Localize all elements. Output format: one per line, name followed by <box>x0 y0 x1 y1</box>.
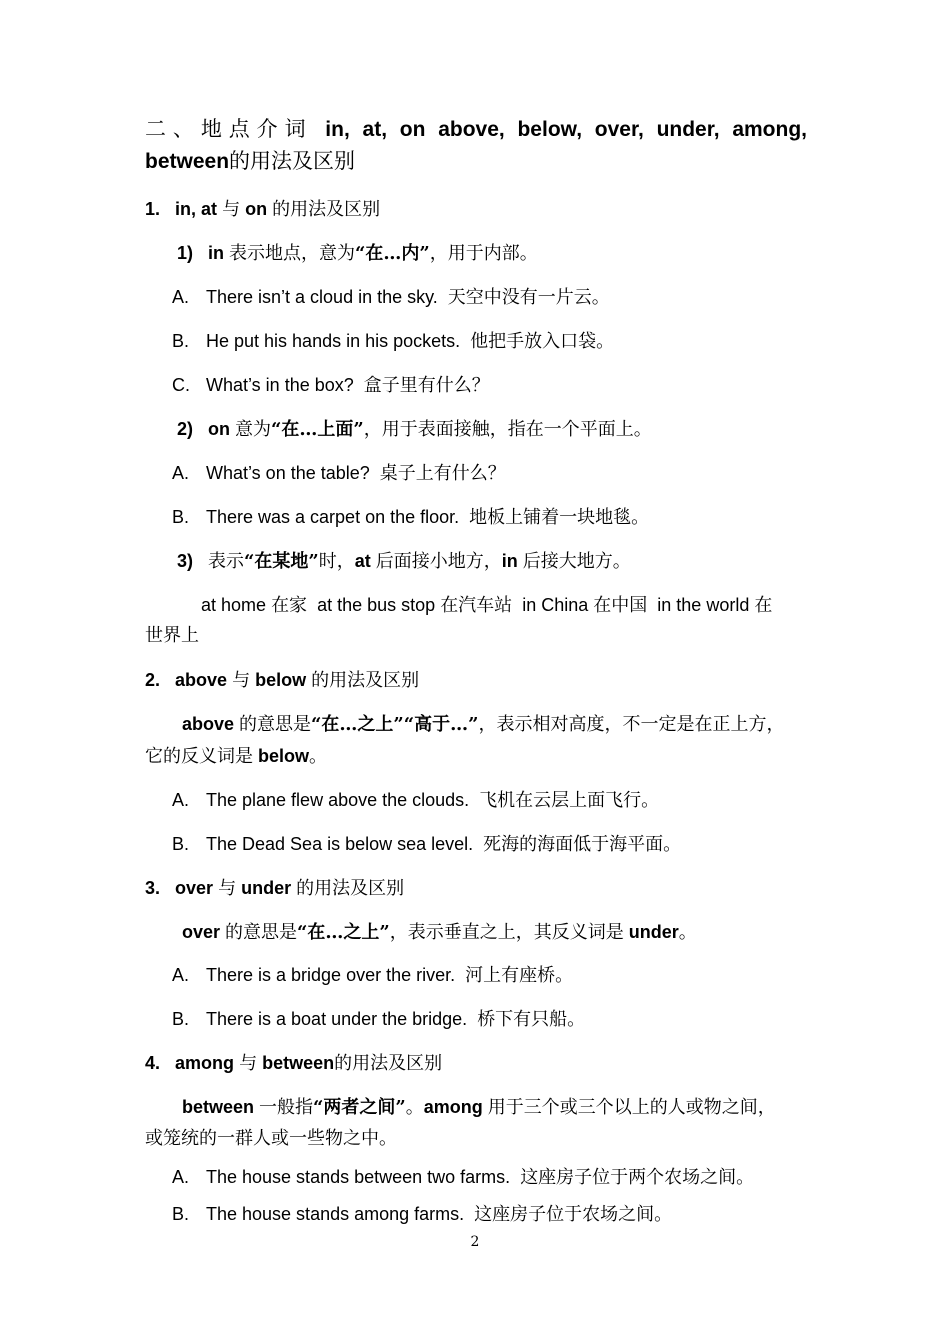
connector: 与 <box>218 878 237 899</box>
phrase-cn: 在中国 <box>593 595 648 616</box>
heading-prepositions: in, at, on above, below, over, under, among, <box>325 118 808 141</box>
section-title-cn: 的用法及区别 <box>311 670 420 691</box>
page-number: 2 <box>470 1234 480 1250</box>
keyword: between <box>262 1053 335 1073</box>
section-2-desc <box>182 713 784 736</box>
section-title-cn: 的用法及区别 <box>296 878 405 899</box>
example-row <box>172 1203 672 1226</box>
desc-text: 的意思是 <box>239 714 312 735</box>
example-label: A. <box>172 1167 190 1187</box>
example-cn: 天空中没有一片云。 <box>447 287 610 308</box>
point-text: ，用于内部。 <box>429 243 538 264</box>
quote: “在某地” <box>244 551 319 572</box>
keyword: on <box>245 199 268 219</box>
point-number: 3) <box>177 551 194 571</box>
desc-text: 。 <box>678 922 697 943</box>
example-cn: 他把手放入口袋。 <box>470 331 615 352</box>
example-label: B. <box>172 331 190 351</box>
point-text: 意为 <box>235 419 272 440</box>
quote: “在…之上” <box>297 922 390 943</box>
point-text: 后接大地方。 <box>522 551 631 572</box>
example-en: There was a carpet on the floor. <box>206 507 460 527</box>
example-en: The house stands among farms. <box>206 1204 465 1224</box>
connector: 与 <box>232 670 251 691</box>
phrase-continuation: 世界上 <box>145 625 199 646</box>
point-number: 2) <box>177 419 194 439</box>
point-1 <box>177 242 538 265</box>
heading-cn: 二、地点介词 <box>145 117 313 141</box>
example-en: There isn’t a cloud in the sky. <box>206 287 438 307</box>
example-label: A. <box>172 790 190 810</box>
example-label: B. <box>172 1204 190 1224</box>
keyword: under <box>628 922 679 942</box>
point-number: 1) <box>177 243 194 263</box>
section-title-cn: 的用法及区别 <box>334 1053 443 1074</box>
keyword: among <box>175 1053 235 1073</box>
example-row <box>172 964 573 987</box>
section-4-title <box>145 1052 442 1075</box>
example-label: A. <box>172 287 190 307</box>
keyword: on <box>208 419 231 439</box>
desc-text: 。 <box>405 1097 424 1118</box>
section-2-title <box>145 669 419 692</box>
desc-text: 它的反义词是 <box>145 746 253 767</box>
example-en: There is a boat under the bridge. <box>206 1009 468 1029</box>
phrase-en: at home <box>201 595 267 615</box>
keyword: over <box>182 922 221 942</box>
section-3-title <box>145 877 404 900</box>
section-title-cn: 的用法及区别 <box>272 199 381 220</box>
section-number: 3. <box>145 878 161 898</box>
heading-usage: 的用法及区别 <box>229 149 356 173</box>
example-en: What’s on the table? <box>206 463 370 483</box>
example-en: The Dead Sea is below sea level. <box>206 834 474 854</box>
quote: “在…之上”“高于…” <box>311 714 479 735</box>
desc-text: ，表示垂直之上，其反义词是 <box>389 922 624 943</box>
desc-text: 用于三个或三个以上的人或物之间， <box>487 1097 776 1118</box>
heading-between: between <box>145 150 230 173</box>
example-cn: 桥下有只船。 <box>477 1009 586 1030</box>
desc-text: 一般指 <box>259 1097 314 1118</box>
phrase-cn: 在 <box>754 595 773 616</box>
example-en: The plane flew above the clouds. <box>206 790 470 810</box>
keyword: in <box>208 243 225 263</box>
example-cn: 这座房子位于两个农场之间。 <box>520 1167 755 1188</box>
keyword: above <box>175 670 228 690</box>
example-label: B. <box>172 834 190 854</box>
example-label: B. <box>172 1009 190 1029</box>
example-en: He put his hands in his pockets. <box>206 331 461 351</box>
section-number: 2. <box>145 670 161 690</box>
desc-text: 的意思是 <box>225 922 298 943</box>
phrase-en: in the world <box>657 595 750 615</box>
example-row <box>172 1008 585 1031</box>
phrase-en: at the bus stop <box>317 595 436 615</box>
keyword: below <box>258 746 310 766</box>
example-row <box>172 462 506 485</box>
example-row <box>172 789 659 812</box>
example-label: B. <box>172 507 190 527</box>
example-en: There is a bridge over the river. <box>206 965 456 985</box>
desc-text: ，表示相对高度，不一定是在正上方， <box>478 714 785 735</box>
point-text: 表示地点，意为 <box>229 243 356 264</box>
example-label: C. <box>172 375 190 395</box>
example-cn: 飞机在云层上面飞行。 <box>479 790 660 811</box>
example-label: A. <box>172 463 190 483</box>
point-text: 时， <box>318 551 355 572</box>
example-en: What’s in the box? <box>206 375 354 395</box>
quote: “两者之间” <box>313 1097 406 1118</box>
phrase-en: in China <box>522 595 589 615</box>
section-4-desc <box>182 1096 776 1119</box>
keyword: in, at <box>175 199 218 219</box>
section-1-title <box>145 198 380 221</box>
example-cn: 桌子上有什么？ <box>379 463 506 484</box>
connector: 与 <box>239 1053 258 1074</box>
keyword: over <box>175 878 214 898</box>
heading-line-2 <box>145 148 355 175</box>
phrase-cn: 在汽车站 <box>440 595 513 616</box>
section-number: 4. <box>145 1053 161 1073</box>
phrase-cn: 在家 <box>271 595 308 616</box>
keyword: below <box>255 670 307 690</box>
keyword: above <box>182 714 235 734</box>
section-3-desc <box>182 921 697 944</box>
point-text: 后面接小地方， <box>375 551 502 572</box>
example-row <box>172 286 610 309</box>
section-4-desc-line2: 或笼统的一群人或一些物之中。 <box>145 1128 397 1149</box>
keyword: among <box>423 1097 483 1117</box>
keyword: in <box>501 551 518 571</box>
example-cn: 这座房子位于农场之间。 <box>474 1204 673 1225</box>
example-en: The house stands between two farms. <box>206 1167 511 1187</box>
example-row <box>172 506 649 529</box>
example-cn: 地板上铺着一块地毯。 <box>469 507 650 528</box>
keyword: under <box>241 878 292 898</box>
point-3 <box>177 550 631 573</box>
point-text: ，用于表面接触，指在一个平面上。 <box>363 419 652 440</box>
keyword: at <box>354 551 371 571</box>
example-cn: 盒子里有什么？ <box>363 375 490 396</box>
example-cn: 死海的海面低于海平面。 <box>483 834 682 855</box>
connector: 与 <box>222 199 241 220</box>
section-number: 1. <box>145 199 161 219</box>
example-row <box>172 330 614 353</box>
desc-text: 。 <box>309 746 328 767</box>
example-row <box>172 1166 754 1189</box>
point-2 <box>177 418 652 441</box>
example-label: A. <box>172 965 190 985</box>
point-text: 表示 <box>208 551 245 572</box>
section-2-desc-line2 <box>145 745 327 768</box>
phrase-examples <box>201 594 772 617</box>
example-row <box>172 833 681 856</box>
quote: “在…内” <box>355 243 430 264</box>
keyword: between <box>182 1097 255 1117</box>
heading-line-1 <box>145 116 807 143</box>
example-row <box>172 374 490 397</box>
example-cn: 河上有座桥。 <box>465 965 574 986</box>
quote: “在…上面” <box>271 419 364 440</box>
